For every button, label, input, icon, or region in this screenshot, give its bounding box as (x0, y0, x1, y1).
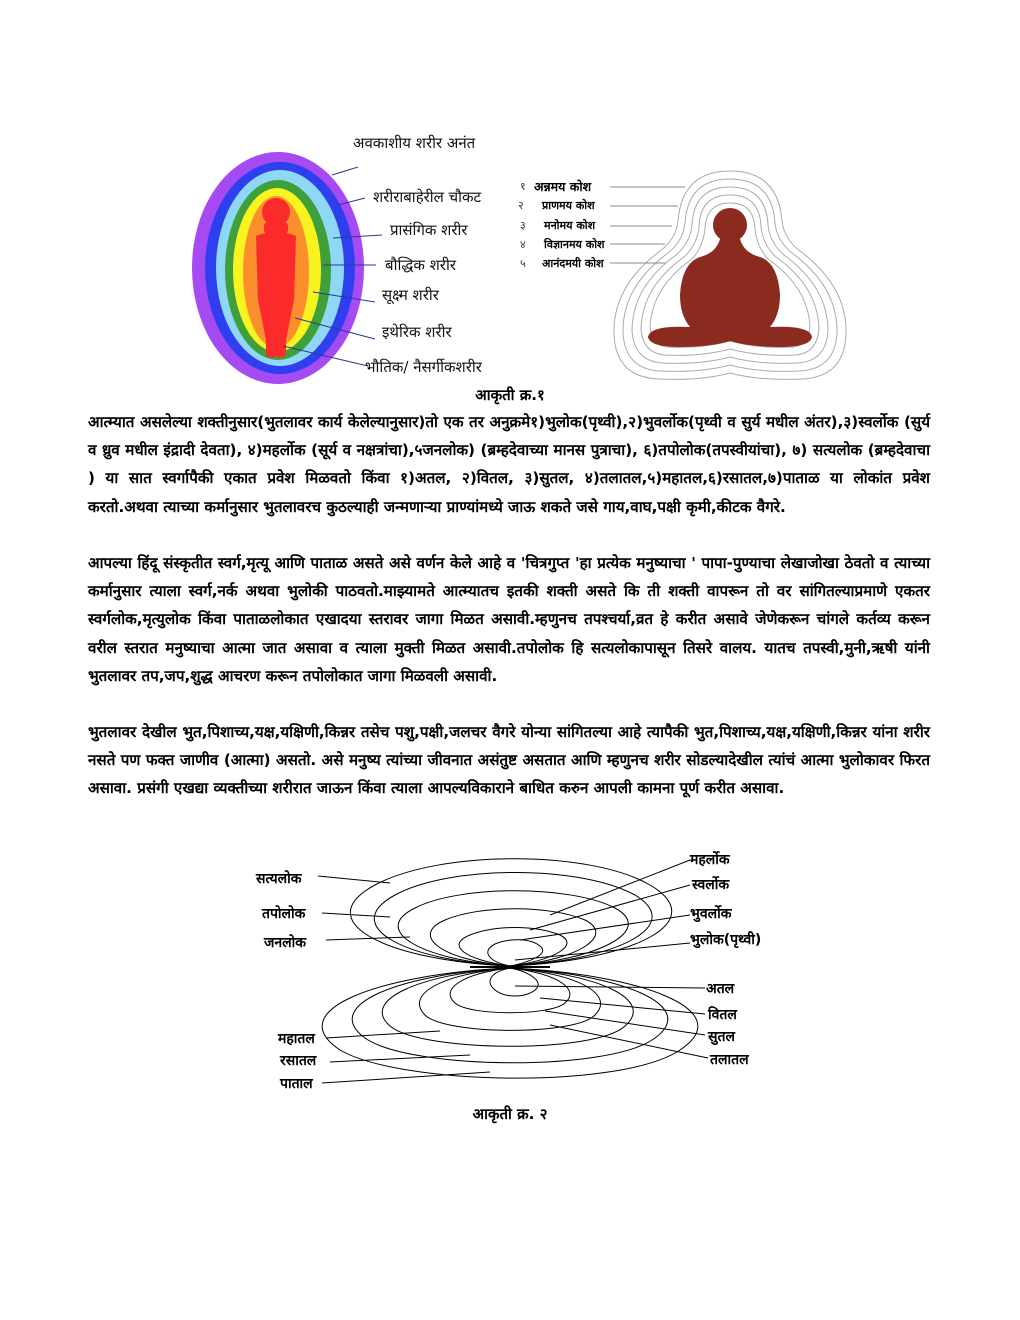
aura-label-etheric: इथेरिक शरीर (382, 323, 452, 341)
aura-label-sharirabaheril: शरीराबाहेरील चौकट (373, 188, 482, 206)
kosha-number-3: ३ (520, 219, 526, 232)
kosha-label-pranamaya: प्राणमय कोश (542, 199, 595, 212)
figure-1-caption: आकृती क्र.१ (475, 386, 545, 404)
paragraph-lokas: आत्म्यात असलेल्या शक्तीनुसार(भुतलावर कार्य केलेल्यानुसार)तो एक तर अनुक्रमे१)भुलोक(पृथ्वी),२)भुवर्लोक(पृथ्वी व सुर्य मधील अंतर),३)स्वर्लोक (सुर्य व ध्रुव मधील इंद्रादी देवता), ४)महर्लोक (सूर्य व नक्षत्रांचा),५जनलोक) (ब्रम्हदेवाच्या मानस पुत्राचा), ६)तपोलोक(तपस्वीयांचा), ७) सत्यलोक (ब्रम्हदेवाचा ) या सात स्वर्गापैकी एकात प्रवेश मिळवतो किंवा १)अतल, २)वितल, ३)सुतल, ४)तलातल,५)महातल,६)रसातल,७)पाताळ या लोकांत प्रवेश करतो.अथवा त्याच्या कर्मानुसार भुतलावरच कुठल्याही जन्मणाऱ्या प्राण्यांमध्ये जाऊ शकते जसे गाय,वाघ,पक्षी कृमी,कीटक वैगरे. (88, 413, 930, 516)
loka-label-bhuvarloka: भुवर्लोक (690, 906, 732, 922)
loka-label-sutala: सुतल (708, 1029, 735, 1045)
kosha-number-4: ४ (520, 238, 526, 251)
loka-label-rasatala: रसातल (280, 1053, 317, 1069)
loka-label-vitala: वितल (708, 1007, 737, 1023)
kosha-number-2: २ (518, 199, 524, 212)
loka-label-janaloka: जनलोक (264, 935, 307, 951)
loka-label-atala: अतल (706, 981, 735, 997)
loka-label-talatala: तलातल (710, 1052, 749, 1068)
paragraph-chitragupta: आपल्या हिंदू संस्कृतीत स्वर्ग,मृत्यू आणि पाताळ असते असे वर्णन केले आहे व 'चित्रगुप्त 'हा प्रत्येक मनुष्याचा ' पापा-पुण्याचा लेखाजोखा ठेवतो व त्याच्या कर्मानुसार त्याला स्वर्ग,नर्क अथवा भुलोकी पाठवतो.माझ्यामते आत्म्यातच इतकी शक्ती असते कि ती शक्ती वापरून तो वर सांगितल्याप्रमाणे एकतर स्वर्गलोक,मृत्युलोक किंवा पाताळलोकात एखादया स्तरावर जागा मिळत असावी.म्हणुनच तपश्चर्या,व्रत हे करीत असावे जेणेकरून चांगले कर्तव्य करून वरील स्तरात मनुष्याचा आत्मा जात असावा व त्याला मुक्ती मिळत असावी.तपोलोक हि सत्यलोकापासून तिसरे वालय. यातच तपस्वी,मुनी,ऋषी यांनी भुतलावर तप,जप,शुद्ध आचरण करून तपोलोकात जागा मिळवली असावी. (88, 554, 930, 685)
loka-label-tapoloka: तपोलोक (262, 906, 306, 922)
loka-label-maharloka: महर्लोक (690, 852, 730, 868)
paragraph-bhut-pishach: भुतलावर देखील भुत,पिशाच्य,यक्ष,यक्षिणी,किन्नर तसेच पशु,पक्षी,जलचर वैगरे योन्या सांगितल्या आहे त्यापैकी भुत,पिशाच्य,यक्ष,यक्षिणी,किन्नर यांना शरीर नसते पण फक्त जाणीव (आत्मा) असतो. असे मनुष्य त्यांच्या जीवनात असंतुष्ट असतात आणि म्हणुनच शरीर सोडल्यादेखील त्यांचं आत्मा भुलोकावर फिरत असावा. प्रसंगी एखद्या व्यक्तीच्या शरीरात जाऊन किंवा त्याला आपल्यविकाराने बाधित करुन आपली कामना पूर्ण करीत असावा. (88, 723, 930, 798)
loka-label-satyaloka: सत्यलोक (256, 871, 302, 887)
kosha-number-5: ५ (520, 257, 526, 270)
aura-label-bhautik: भौतिक/ नैसर्गीकशरीर (365, 358, 482, 376)
kosha-label-manomaya: मनोमय कोश (544, 219, 596, 232)
loka-label-bhuloka: भुलोक(पृथ्वी) (690, 932, 762, 948)
kosha-label-anandamayi: आनंदमयी कोश (542, 257, 604, 270)
figure-2-caption: आकृती क्र. २ (472, 1105, 548, 1123)
aura-label-sukshma: सूक्ष्म शरीर (382, 286, 439, 304)
aura-label-prasangik: प्रासंगिक शरीर (390, 221, 468, 239)
aura-label-akashiya: अवकाशीय शरीर अनंत (353, 134, 476, 152)
aura-label-bauddhik: बौद्धिक शरीर (385, 256, 456, 274)
kosha-label-annamaya: अन्नमय कोश (534, 179, 592, 194)
kosha-leader-lines (610, 165, 770, 285)
loka-label-patala: पाताल (280, 1076, 313, 1092)
kosha-number-1: १ (520, 180, 526, 193)
aura-leader-lines (180, 125, 540, 390)
loka-label-swarloka: स्वर्लोक (692, 877, 730, 893)
kosha-label-vijnanamaya: विज्ञानमय कोश (544, 238, 605, 251)
loka-label-mahatala: महातल (278, 1031, 315, 1047)
figure-2 (240, 840, 800, 1100)
figure-1 (180, 125, 880, 390)
